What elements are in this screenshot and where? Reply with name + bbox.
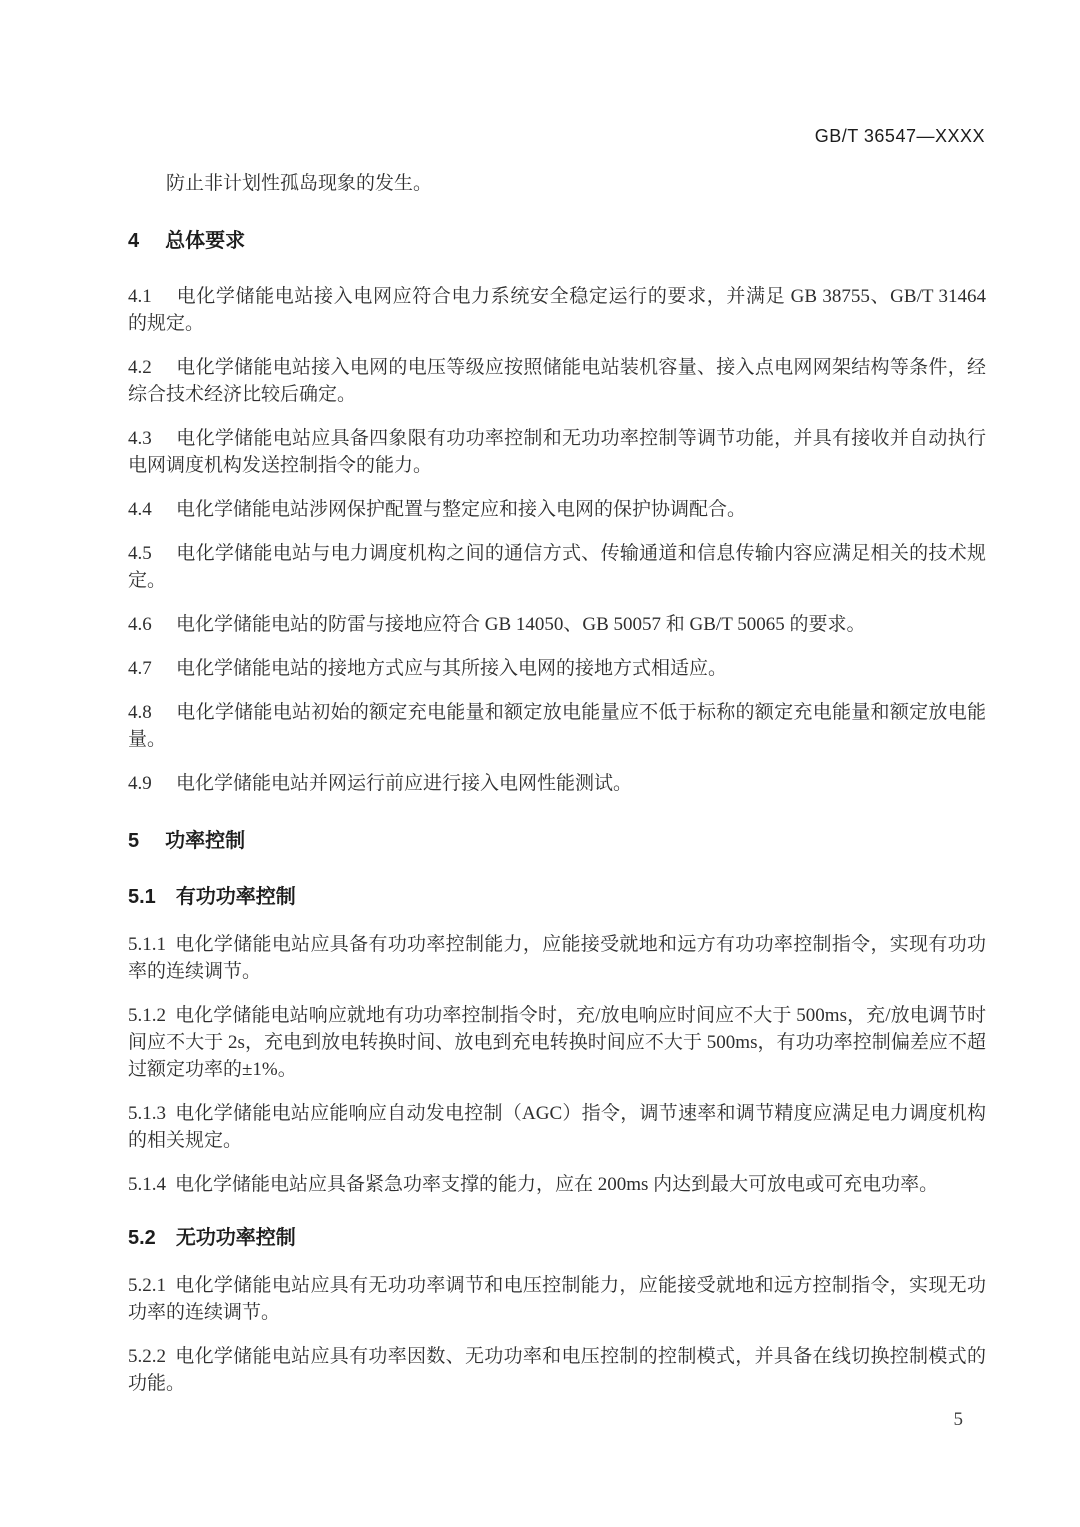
clause-text: 电化学储能电站的防雷与接地应符合 GB 14050、GB 50057 和 GB/T 50065 的要求。	[176, 614, 866, 635]
clause-number: 4.2	[128, 357, 152, 378]
heading-title: 无功功率控制	[175, 1227, 296, 1249]
subclause-paragraph	[128, 931, 986, 985]
clause-number: 5.1.1	[128, 934, 166, 955]
subclause-paragraph	[128, 1002, 986, 1083]
document-body	[128, 170, 986, 1414]
clause-number: 5.2.1	[128, 1275, 166, 1296]
page-number: 5	[953, 1409, 963, 1430]
clause-paragraph	[128, 611, 986, 638]
clause-text: 电化学储能电站应具有功率因数、无功功率和电压控制的控制模式，并具备在线切换控制模式的功能。	[128, 1346, 986, 1394]
subclause-paragraph	[128, 1272, 986, 1326]
clause-text: 电化学储能电站初始的额定充电能量和额定放电能量应不低于标称的额定充电能量和额定放电能量。	[128, 702, 986, 750]
clause-text: 电化学储能电站接入电网的电压等级应按照储能电站装机容量、接入点电网网架结构等条件，经综合技术经济比较后确定。	[128, 357, 986, 405]
clause-text: 电化学储能电站应能响应自动发电控制（AGC）指令，调节速率和调节精度应满足电力调度机构的相关规定。	[128, 1103, 986, 1151]
clause-text: 电化学储能电站应具有无功功率调节和电压控制能力，应能接受就地和远方控制指令，实现无功功率的连续调节。	[128, 1275, 986, 1323]
document-header-standard-number: GB/T 36547—XXXX	[814, 126, 985, 146]
heading-number: 5.1	[128, 886, 156, 908]
clause-number: 5.1.2	[128, 1005, 166, 1026]
heading-title: 功率控制	[165, 830, 246, 852]
subclause-paragraph	[128, 1100, 986, 1154]
clause-number: 5.1.3	[128, 1103, 166, 1124]
section-heading	[128, 883, 986, 911]
heading-number: 4	[128, 230, 140, 252]
clause-text: 电化学储能电站涉网保护配置与整定应和接入电网的保护协调配合。	[176, 499, 747, 520]
clause-number: 5.2.2	[128, 1346, 166, 1367]
clause-number: 4.3	[128, 428, 152, 449]
clause-text: 电化学储能电站并网运行前应进行接入电网性能测试。	[176, 773, 633, 794]
clause-paragraph	[128, 354, 986, 408]
clause-paragraph	[128, 699, 986, 753]
clause-paragraph	[128, 425, 986, 479]
clause-text: 电化学储能电站应具备紧急功率支撑的能力，应在 200ms 内达到最大可放电或可充电功率。	[175, 1174, 939, 1195]
clause-number: 4.4	[128, 499, 152, 520]
subclause-paragraph	[128, 1171, 986, 1198]
continuation-paragraph: 防止非计划性孤岛现象的发生。	[166, 173, 433, 194]
clause-paragraph	[128, 770, 986, 797]
clause-text: 电化学储能电站接入电网应符合电力系统安全稳定运行的要求，并满足 GB 38755、GB/T 31464 的规定。	[128, 286, 986, 334]
clause-text: 电化学储能电站应具备有功功率控制能力，应能接受就地和远方有功功率控制指令，实现有功功率的连续调节。	[128, 934, 986, 982]
clause-number: 4.5	[128, 543, 152, 564]
clause-paragraph	[128, 496, 986, 523]
subclause-paragraph	[128, 1343, 986, 1397]
clause-number: 4.7	[128, 658, 152, 679]
clause-paragraph	[128, 540, 986, 594]
heading-title: 有功功率控制	[175, 886, 296, 908]
heading-number: 5	[128, 830, 140, 852]
heading-title: 总体要求	[165, 230, 246, 252]
chapter-heading	[128, 227, 986, 255]
clause-text: 电化学储能电站与电力调度机构之间的通信方式、传输通道和信息传输内容应满足相关的技术规定。	[128, 543, 986, 591]
section-heading	[128, 1224, 986, 1252]
heading-number: 5.2	[128, 1227, 156, 1249]
clause-paragraph	[128, 655, 986, 682]
clause-number: 4.1	[128, 286, 152, 307]
clause-number: 4.6	[128, 614, 152, 635]
clause-text: 电化学储能电站的接地方式应与其所接入电网的接地方式相适应。	[176, 658, 728, 679]
clause-number: 5.1.4	[128, 1174, 166, 1195]
clause-text: 电化学储能电站应具备四象限有功功率控制和无功功率控制等调节功能，并具有接收并自动执行电网调度机构发送控制指令的能力。	[128, 428, 986, 476]
chapter-heading	[128, 827, 986, 855]
clause-text: 电化学储能电站响应就地有功功率控制指令时，充/放电响应时间应不大于 500ms，充/放电调节时间应不大于 2s，充电到放电转换时间、放电到充电转换时间应不大于 500ms，有功功率控制偏差应不超过额定功率的±1%。	[128, 1005, 986, 1080]
clause-paragraph	[128, 283, 986, 337]
clause-number: 4.8	[128, 702, 152, 723]
clause-number: 4.9	[128, 773, 152, 794]
